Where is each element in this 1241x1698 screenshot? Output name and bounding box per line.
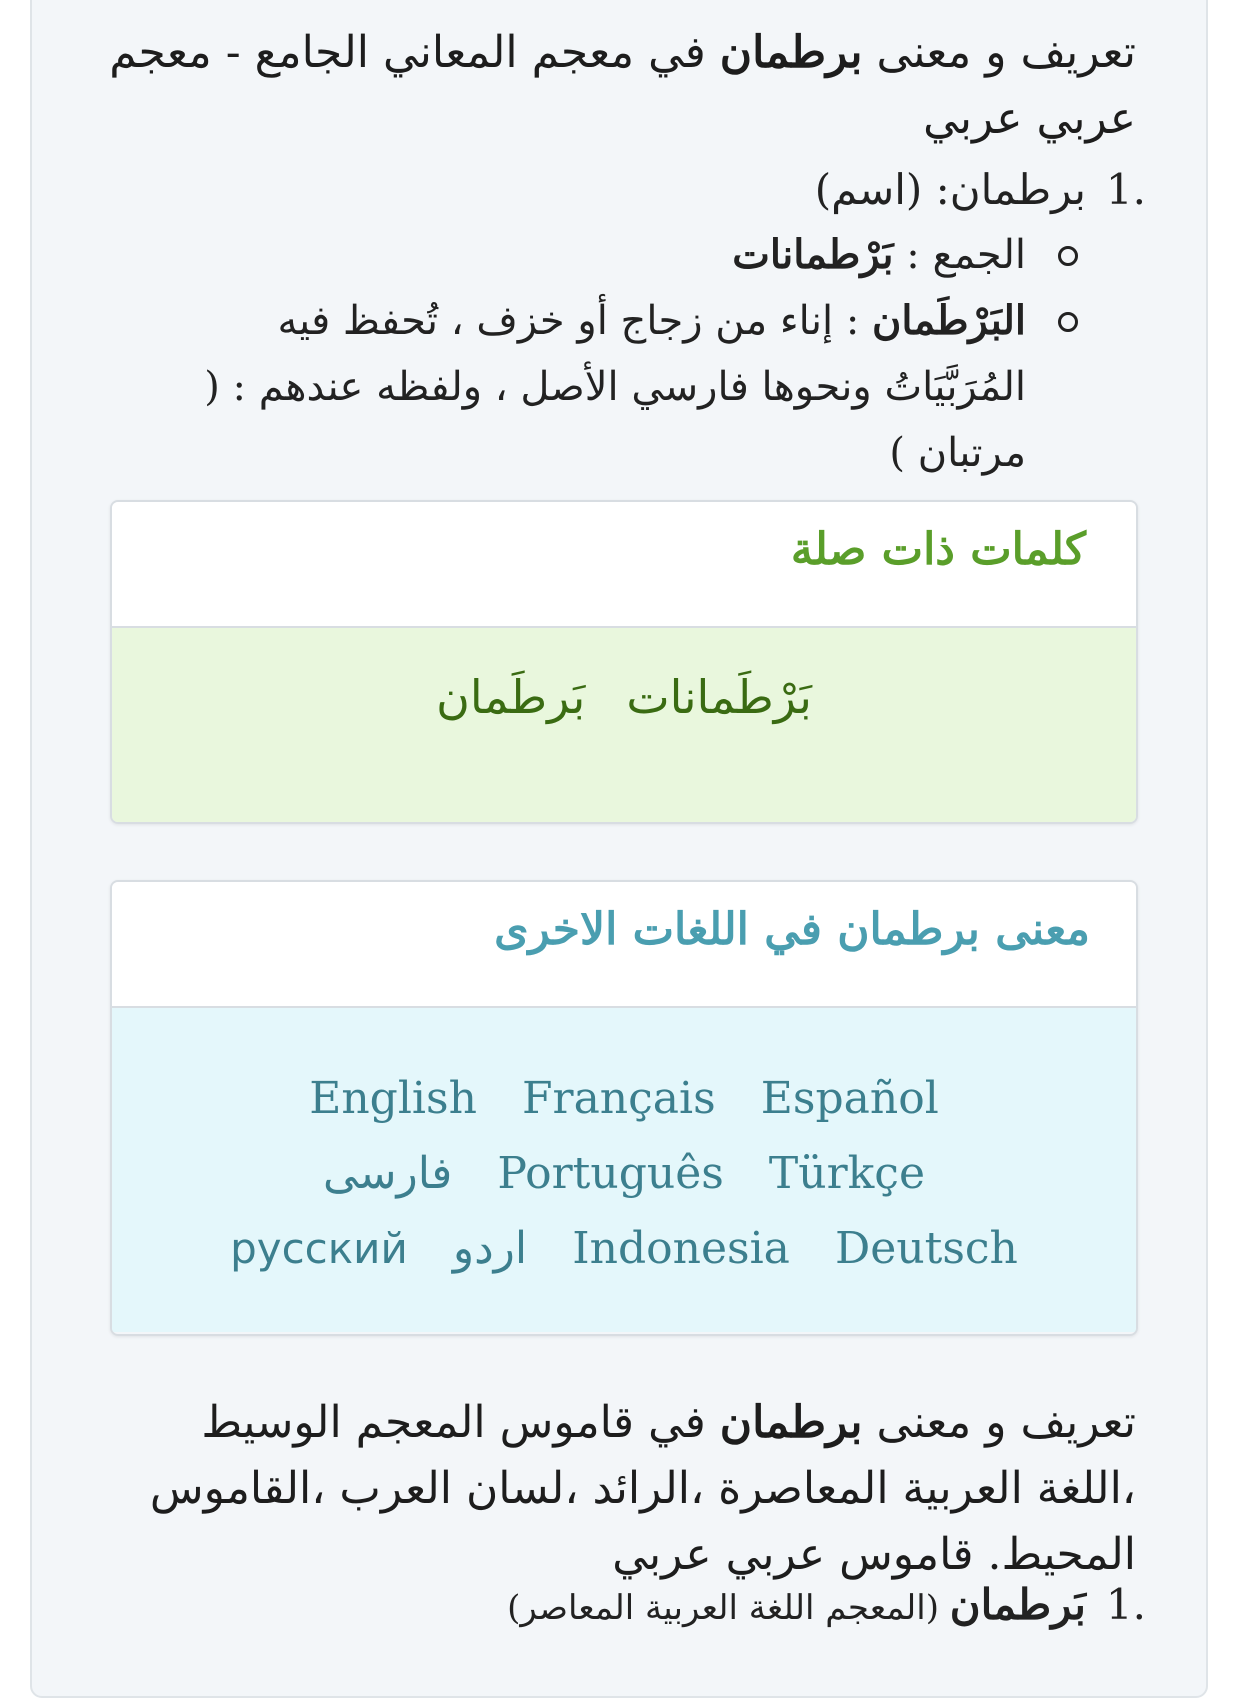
- definition-entry: [152, 1573, 1146, 1640]
- related-words-body: [112, 628, 1136, 822]
- circle-bullet-icon: [1058, 312, 1078, 332]
- language-link-german[interactable]: Deutsch: [835, 1223, 1018, 1274]
- entry-term[interactable]: بَرطمان: [949, 1580, 1086, 1629]
- entry-head[interactable]: برطمان: (اسم): [814, 165, 1086, 214]
- language-link-persian[interactable]: فارسى: [323, 1148, 453, 1199]
- related-words-heading: كلمات ذات صلة: [112, 502, 1136, 628]
- title-word: برطمان: [719, 27, 863, 78]
- language-link-russian[interactable]: русский: [230, 1224, 408, 1273]
- entry-number: 1.: [1105, 1580, 1146, 1629]
- title-prefix: تعريف و معنى: [876, 1397, 1136, 1448]
- meaning-item: [152, 288, 1026, 486]
- language-link-french[interactable]: Français: [522, 1073, 716, 1124]
- language-link-portuguese[interactable]: Português: [497, 1148, 724, 1199]
- language-link-urdu[interactable]: اردو: [452, 1223, 528, 1274]
- plural-value: بَرْطمانات: [732, 231, 894, 278]
- other-languages-body: [112, 1008, 1136, 1332]
- other-languages-panel: [110, 880, 1138, 1336]
- related-word-link[interactable]: بَرْطَمانات: [626, 670, 812, 724]
- plural-item: [152, 222, 1026, 288]
- meaning-text: : إناء من زجاج أو خزف ، تُحفظ فيه المُرَبَّيَاتُ ونحوها فارسي الأصل ، ولفظه عندهم : ( مرتبان ): [204, 298, 1026, 476]
- circle-bullet-icon: [1058, 246, 1078, 266]
- title-suffix: في قاموس المعجم الوسيط ،اللغة العربية المعاصرة ،الرائد ،لسان العرب ،القاموس المحيط. قاموس عربي عربي: [149, 1397, 1136, 1580]
- definition-list: [152, 158, 1146, 486]
- other-languages-heading: معنى برطمان في اللغات الاخرى: [112, 882, 1136, 1008]
- definition-details: [152, 222, 1086, 486]
- meaning-term: البَرْطَمان: [872, 297, 1026, 344]
- language-link-turkish[interactable]: Türkçe: [768, 1148, 925, 1199]
- section-title: [92, 20, 1136, 152]
- plural-label: الجمع :: [893, 232, 1026, 278]
- language-link-english[interactable]: English: [309, 1073, 477, 1124]
- title-suffix: في معجم المعاني الجامع - معجم عربي عربي: [109, 27, 1136, 144]
- related-words-panel: [110, 500, 1138, 824]
- language-link-spanish[interactable]: Español: [760, 1073, 939, 1124]
- definition-list: [152, 1573, 1146, 1640]
- entry-source: (المعجم اللغة العربية المعاصر): [507, 1588, 950, 1628]
- content-card: [30, 0, 1208, 1698]
- entry-number: 1.: [1105, 165, 1146, 214]
- title-prefix: تعريف و معنى: [876, 27, 1136, 78]
- definition-entry: [152, 158, 1146, 486]
- related-word-link[interactable]: بَرطَمان: [436, 670, 586, 724]
- section-title: [92, 1390, 1136, 1588]
- language-link-indonesian[interactable]: Indonesia: [572, 1223, 790, 1274]
- title-word: برطمان: [719, 1397, 863, 1448]
